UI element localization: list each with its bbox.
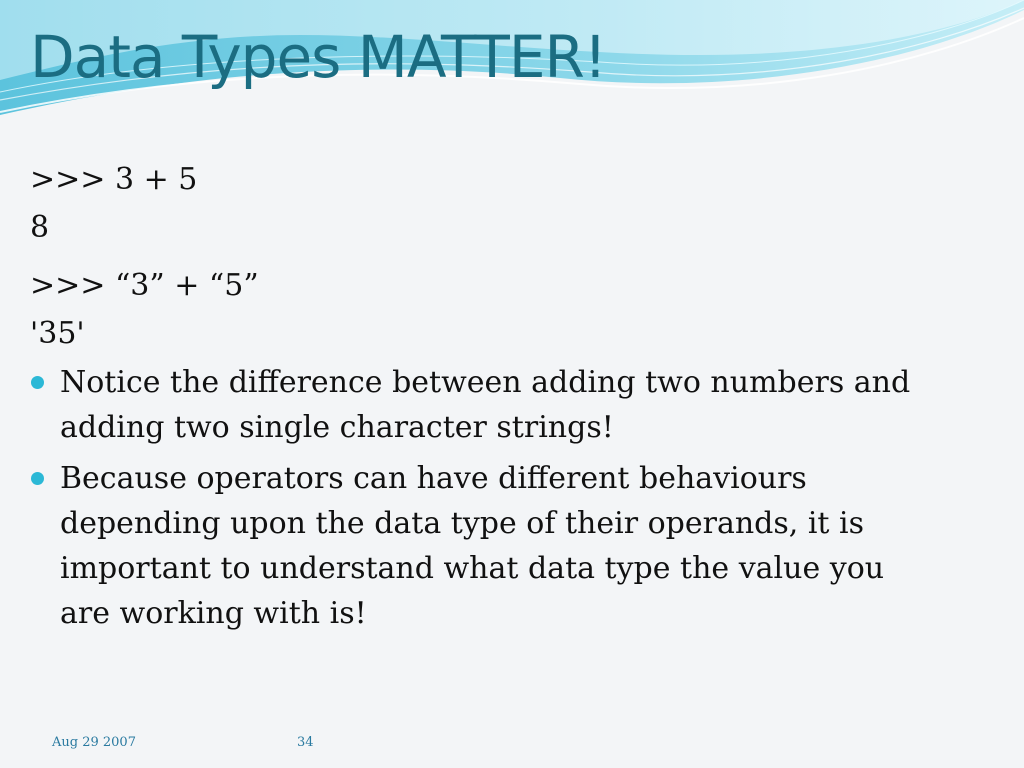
bullet-item [30,360,940,450]
slide-content [30,158,940,642]
code-input-strings: >>> “3” + “5” [30,268,259,303]
bullet-text: Because operators can have different behaviours depending upon the data type of their operands, it is important to understand what data type the value you are working with is! [60,461,885,631]
code-output-numbers: 8 [30,210,50,245]
slide-title: Data Types MATTER! [30,23,607,91]
code-output-strings: '35' [30,316,85,351]
footer-date: Aug 29 2007 [52,735,136,750]
code-input-numbers: >>> 3 + 5 [30,162,198,197]
bullet-dot-icon [31,376,44,389]
bullet-dot-icon [31,472,44,485]
footer-page-number: 34 [297,735,314,750]
bullet-text: Notice the difference between adding two numbers and adding two single character strings! [60,365,911,445]
bullet-item [30,456,940,636]
